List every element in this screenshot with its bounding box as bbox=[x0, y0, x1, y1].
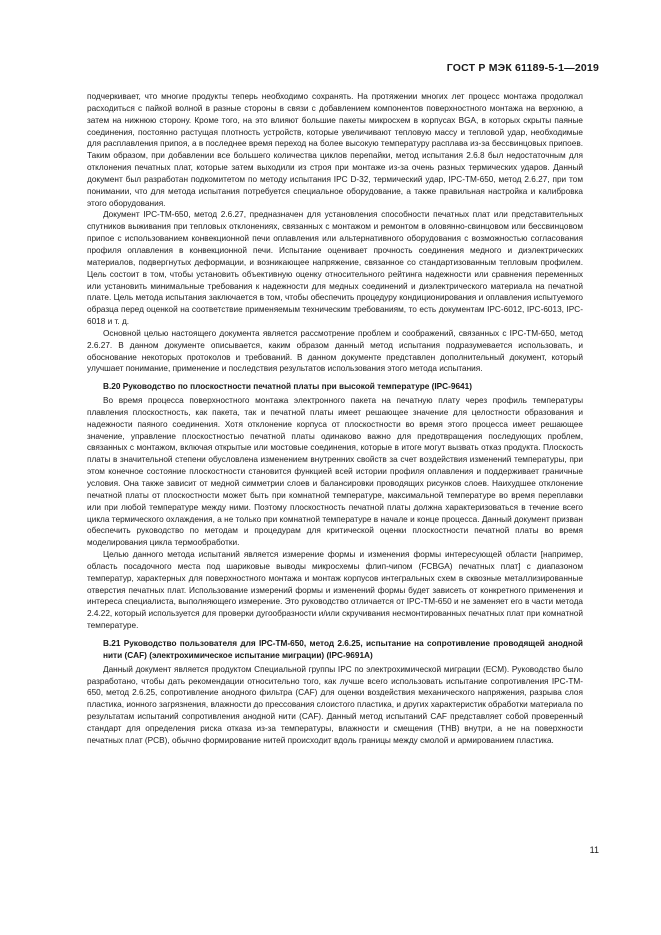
paragraph-2: Документ IPC-TM-650, метод 2.6.27, предназначен для установления способности печатных плат или представительных спутников выживания при тепловых отклонениях, связанных с монтажом и ремонтом в оловянно-свинцовом или бессвинцовом припое с использованием конвекционной печи оплавления или альтернативного оборудования с возможностью согласования профиля оплавления в конвекционной печи. Испытание оценивает прочность соединения медного и диэлектрических материалов, подвергнутых деформации, и возникающее напряжение, связанное со стандартизованным тепловым профилем. Цель состоит в том, чтобы установить объективную оценку относительного рейтинга надежности или сравнения переменных или установить минимальные требования к надежности для медных соединений и диэлектрического материала на печатной плате. Цель метода испытания заключается в том, чтобы обеспечить процедуру кондиционирования и оплавления испытуемого образца перед оценкой на соответствие применяемым техническим требованиям, то есть документам IPC-6012, IPC-6013, IPC-6018 и т. д. bbox=[87, 210, 583, 327]
section-heading-b21: В.21 Руководство пользователя для IPC-TM-650, метод 2.6.25, испытание на сопротивление проводящей анодной нити (CAF) (электрохимическое испытание миграции) (IPC-9691A) bbox=[103, 638, 583, 660]
paragraph-5: Целью данного метода испытаний является измерение формы и изменения формы интересующей области [например, область посадочного места под шариковые выводы микросхемы флип-чипом (FCBGA) печатных плат] с диапазоном температур, характерных для поверхностного монтажа и монтаж корпусов интегральных схем в сквозные металлизированные отверстия печатных плат. Использование измерений формы и изменений формы будет зависеть от конкретного применения и интереса специалиста, выполняющего измерение. Это руководство отличается от IPC-TM-650 и не заменяет его в части метода 2.4.22, который используется для проверки дугообразности и/или скручивания несмонтированных печатных плат при комнатной температуре. bbox=[87, 550, 583, 631]
paragraph-3: Основной целью настоящего документа является рассмотрение проблем и соображений, связанных с IPC-TM-650, метод 2.6.27. В данном документе описывается, каким образом данный метод испытания подразумевается использовать, и обоснование некоторых протоколов и требований. В данном документе представлен дополнительный документ, который улучшает понимание, применение и последствия результатов использования этого метода испытания. bbox=[87, 328, 583, 374]
running-head-doc-id: ГОСТ Р МЭК 61189-5-1—2019 bbox=[446, 62, 599, 74]
paragraph-6: Данный документ является продуктом Специальной группы IPC по электрохимической миграции (ECM). Руководство было разработано, чтобы дать рекомендации относительно того, как лучше всего использовать испытание сопротивления IPC-TM-650, метод 2.6.25, сопротивление анодного фильтра (CAF) для оценки воздействия механического напряжения, разрыва слоя пластика, ионного загрязнения, влажности до прессования слоистого пластика, и других характеристик обработки материала по результатам испытаний сопротивления анодной нити (CAF). Данный метод испытаний CAF представляет собой проверенный стандарт для определения риска отказа из-за температуры, влажности и смещения (THB) внутри, а не на поверхности печатных плат (PCB), обычно формирование нитей происходит вдоль границы между смолой и армированием пластика. bbox=[87, 664, 583, 745]
page-number: 11 bbox=[589, 845, 599, 855]
section-heading-b20: В.20 Руководство по плоскостности печатной платы при высокой температуре (IPC-9641) bbox=[103, 382, 472, 392]
paragraph-1: подчеркивает, что многие продукты теперь необходимо сохранять. На протяжении многих лет процесс монтажа продолжал расходиться с пайкой волной в разные стороны в связи с добавлением компонентов поверхностного монтажа на верхнюю, а затем на нижнюю сторону. Кроме того, на это влияют большие пакеты микросхем в корпусах BGA, в которых скрыты паяные соединения, постоянно растущая плотность устройств, которые увеличивают тепловую массу и тепловой удар, необходимые для расплавления припоя, а в последнее время переход на более высокую температуру расплава из-за бессвинцовых припоев. Таким образом, при добавлении все большего количества циклов перепайки, метод испытания 2.6.8 был недостаточным для отклонения печатных плат, которые затем выходили из строя при монтаже из-за очень разных термических ударов. Данный документ был разработан подкомитетом по методу испытания IPC D-32, термический удар, IPC-TM-650, метод 2.6.27, при том понимании, что для метода испытания потребуется специальное оборудование, а также правильная настройка и калибровка этого оборудования. bbox=[87, 92, 583, 208]
paragraph-4: Во время процесса поверхностного монтажа электронного пакета на печатную плату через профиль температуры плавления плоскостность, как пакета, так и печатной платы имеет решающее значение для целостности образования и надежности паяного соединения. Хотя отклонение корпуса от плоскостности во время этого процесса имеет решающее значение, управление плоскостностью печатной платы одинаково важно для предотвращения последующих проблем, связанных с монтажом, включая открытые или мостовые соединения, которые в итоге могут вызвать отказ продукта. Плоскость платы в значительной степени обусловлена изменением внутренних свойств за счет воздействия изменений температуры, при этом конечное состояние плоскостности становится функцией всей истории профиля оплавления и поддерживает граничные условия. Она также зависит от медной симметрии слоев и балансировки проводящих рисунков слоев. Наихудшее отклонение печатной платы от плоскостности может быть при комнатной температуре, максимальной температуре во время переплавки или при любой температуре между ними. Поэтому плоскостность печатной платы должна характеризоваться в течение всего цикла термического охлаждения, а не только при комнатной температуре в начале и конце процесса. Данный документ призван обеспечить руководство по методам и процедурам для критической оценки плоскостности печатной платы во время моделирования цикла термообработки. bbox=[87, 396, 583, 548]
document-body bbox=[87, 91, 583, 747]
